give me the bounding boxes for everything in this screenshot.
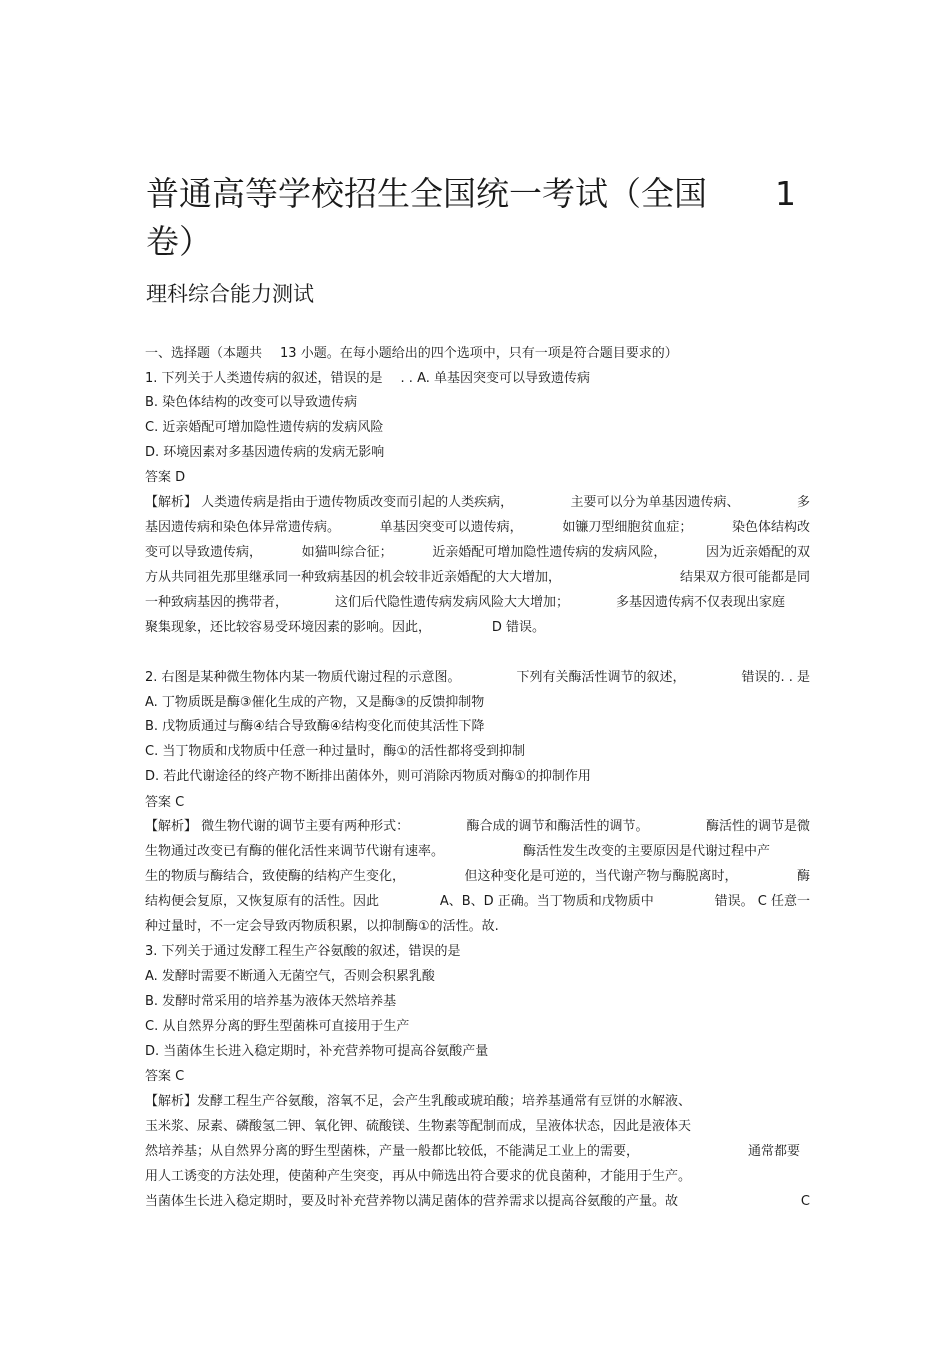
text-line (145, 1143, 800, 1161)
text-line (145, 394, 810, 412)
text-segment: 答案 C (145, 795, 185, 810)
text-segment: 下列有关酶活性调节的叙述， (516, 670, 686, 685)
text-line (145, 868, 810, 886)
text-segment: 一种致病基因的携带者， (145, 595, 289, 610)
text-segment: 聚集现象，还比较容易受环境因素的影响。因此， (145, 620, 432, 635)
text-segment: 染色体结构改 (731, 520, 810, 535)
text-line (145, 818, 810, 836)
text-line (145, 993, 810, 1011)
text-segment: 3. 下列关于通过发酵工程生产谷氨酸的叙述，错误的是 (145, 944, 461, 959)
text-segment: 结果双方很可能都是同 (679, 570, 810, 585)
text-line (145, 345, 810, 363)
title-line-2: 卷） (146, 222, 212, 261)
text-segment: 酶 (796, 869, 810, 884)
text-segment: 然培养基；从自然界分离的野生型菌株，产量一般都比较低，不能满足工业上的需要， (145, 1144, 640, 1159)
text-line (145, 419, 810, 437)
text-line (145, 370, 810, 388)
text-segment: 方从共同祖先那里继承同一种致病基因的机会较非近亲婚配的大大增加， (145, 570, 562, 585)
text-line (145, 544, 810, 562)
text-segment: A. 发酵时需要不断通入无菌空气，否则会积累乳酸 (145, 969, 435, 984)
text-segment: 酶活性发生改变的主要原因是代谢过程中产 (522, 844, 770, 859)
text-segment: 变可以导致遗传病， (145, 545, 263, 560)
text-segment: D. 当菌体生长进入稳定期时，补充营养物可提高谷氨酸产量 (145, 1044, 489, 1059)
text-line (145, 669, 810, 687)
text-line (145, 594, 785, 612)
text-line (145, 943, 810, 961)
text-segment: 酶活性的调节是微 (705, 819, 810, 834)
text-segment: 玉米浆、尿素、磷酸氢二钾、氧化钾、硫酸镁、生物素等配制而成，呈液体状态，因此是液体天 (145, 1119, 692, 1134)
text-line (145, 918, 810, 936)
text-segment: 多 (796, 495, 810, 510)
text-line (145, 494, 810, 512)
text-segment: D. 环境因素对多基因遗传病的发病无影响 (145, 445, 385, 460)
text-segment: A. 丁物质既是酶③催化生成的产物，又是酶③的反馈抑制物 (145, 695, 485, 710)
text-line (145, 444, 810, 462)
text-segment: B. 染色体结构的改变可以导致遗传病 (145, 395, 358, 410)
text-segment: 13 小题。在每小题给出的四个选项中，只有一项是符合题目要求的） (280, 346, 678, 361)
text-segment: 基因遗传病和染色体异常遗传病。 (145, 520, 341, 535)
text-line (145, 968, 810, 986)
text-line (145, 469, 810, 487)
text-line (145, 619, 545, 637)
text-line (145, 768, 810, 786)
text-line (145, 1068, 810, 1086)
text-segment: C. 近亲婚配可增加隐性遗传病的发病风险 (145, 420, 384, 435)
text-segment: 酶合成的调节和酶活性的调节。 (466, 819, 649, 834)
text-segment: 【解析】 微生物代谢的调节主要有两种形式： (145, 819, 410, 834)
title-main-text: 普通高等学校招生全国统一考试（全国 (146, 174, 707, 213)
page-subtitle: 理科综合能力测试 (146, 282, 314, 306)
text-segment: 结构便会复原，又恢复原有的活性。因此 (145, 894, 380, 909)
text-line (145, 1168, 810, 1186)
text-segment: 2. 右图是某种微生物体内某一物质代谢过程的示意图。 (145, 670, 461, 685)
text-segment: 生的物质与酶结合，致使酶的结构产生变化， (145, 869, 406, 884)
text-line (145, 1193, 810, 1211)
text-line (145, 1018, 810, 1036)
text-segment: 错误。 C 任意一 (714, 894, 810, 909)
text-segment: C. 当丁物质和戊物质中任意一种过量时，酶①的活性都将受到抑制 (145, 744, 525, 759)
title-line-1 (146, 170, 796, 218)
text-segment: B. 戊物质通过与酶④结合导致酶④结构变化而使其活性下降 (145, 719, 485, 734)
text-segment: 主要可以分为单基因遗传病、 (570, 495, 740, 510)
title-number: 1 (775, 174, 796, 213)
text-line (145, 1043, 810, 1061)
text-line (145, 743, 810, 761)
text-segment: D. 若此代谢途径的终产物不断排出菌体外，则可消除丙物质对酶①的抑制作用 (145, 769, 591, 784)
page-title (146, 170, 806, 266)
text-line (145, 519, 810, 537)
text-line (145, 794, 810, 812)
text-segment: 【解析】发酵工程生产谷氨酸，溶氧不足，会产生乳酸或琥珀酸；培养基通常有豆饼的水解液、 (145, 1094, 692, 1109)
text-segment: 因为近亲婚配的双 (705, 545, 810, 560)
text-segment: D 错误。 (491, 620, 545, 635)
text-segment: . . A. 单基因突变可以导致遗传病 (400, 371, 591, 386)
text-line (145, 718, 810, 736)
text-segment: C. 从自然界分离的野生型菌株可直接用于生产 (145, 1019, 410, 1034)
text-segment: 用人工诱变的方法处理，使菌种产生突变，再从中筛选出符合要求的优良菌种，才能用于生产。 (145, 1169, 692, 1184)
text-segment: 生物通过改变已有酶的催化活性来调节代谢有速率。 (145, 844, 445, 859)
text-segment: 错误的. . 是 (741, 670, 810, 685)
text-segment: 一、选择题（本题共 (145, 346, 263, 361)
text-segment: 通常都要 (747, 1144, 800, 1159)
text-line (145, 1118, 810, 1136)
text-segment: 但这种变化是可逆的，当代谢产物与酶脱离时， (464, 869, 738, 884)
text-segment: 答案 D (145, 470, 186, 485)
text-segment: 如镰刀型细胞贫血症； (562, 520, 693, 535)
text-segment: 近亲婚配可增加隐性遗传病的发病风险， (432, 545, 667, 560)
text-segment: A、B、D 正确。当丁物质和戊物质中 (439, 894, 654, 909)
text-line (145, 893, 810, 911)
text-line (145, 843, 770, 861)
text-segment: 如猫叫综合征； (301, 545, 393, 560)
text-segment: 【解析】 人类遗传病是指由于遗传物质改变而引起的人类疾病， (145, 495, 514, 510)
text-segment: 1. 下列关于人类遗传病的叙述，错误的是 (145, 371, 383, 386)
text-segment: 当菌体生长进入稳定期时，要及时补充营养物以满足菌体的营养需求以提高谷氨酸的产量。故 (145, 1194, 679, 1209)
text-segment: 多基因遗传病不仅表现出家庭 (615, 595, 785, 610)
text-line (145, 1093, 810, 1111)
text-line (145, 569, 810, 587)
text-segment: C (800, 1194, 810, 1209)
text-segment: 种过量时，不一定会导致丙物质积累，以抑制酶①的活性。故. (145, 919, 499, 934)
text-line (145, 694, 810, 712)
text-segment: 这们后代隐性遗传病发病风险大大增加； (334, 595, 569, 610)
text-segment: B. 发酵时常采用的培养基为液体天然培养基 (145, 994, 397, 1009)
text-segment: 单基因突变可以遗传病， (379, 520, 523, 535)
text-segment: 答案 C (145, 1069, 185, 1084)
